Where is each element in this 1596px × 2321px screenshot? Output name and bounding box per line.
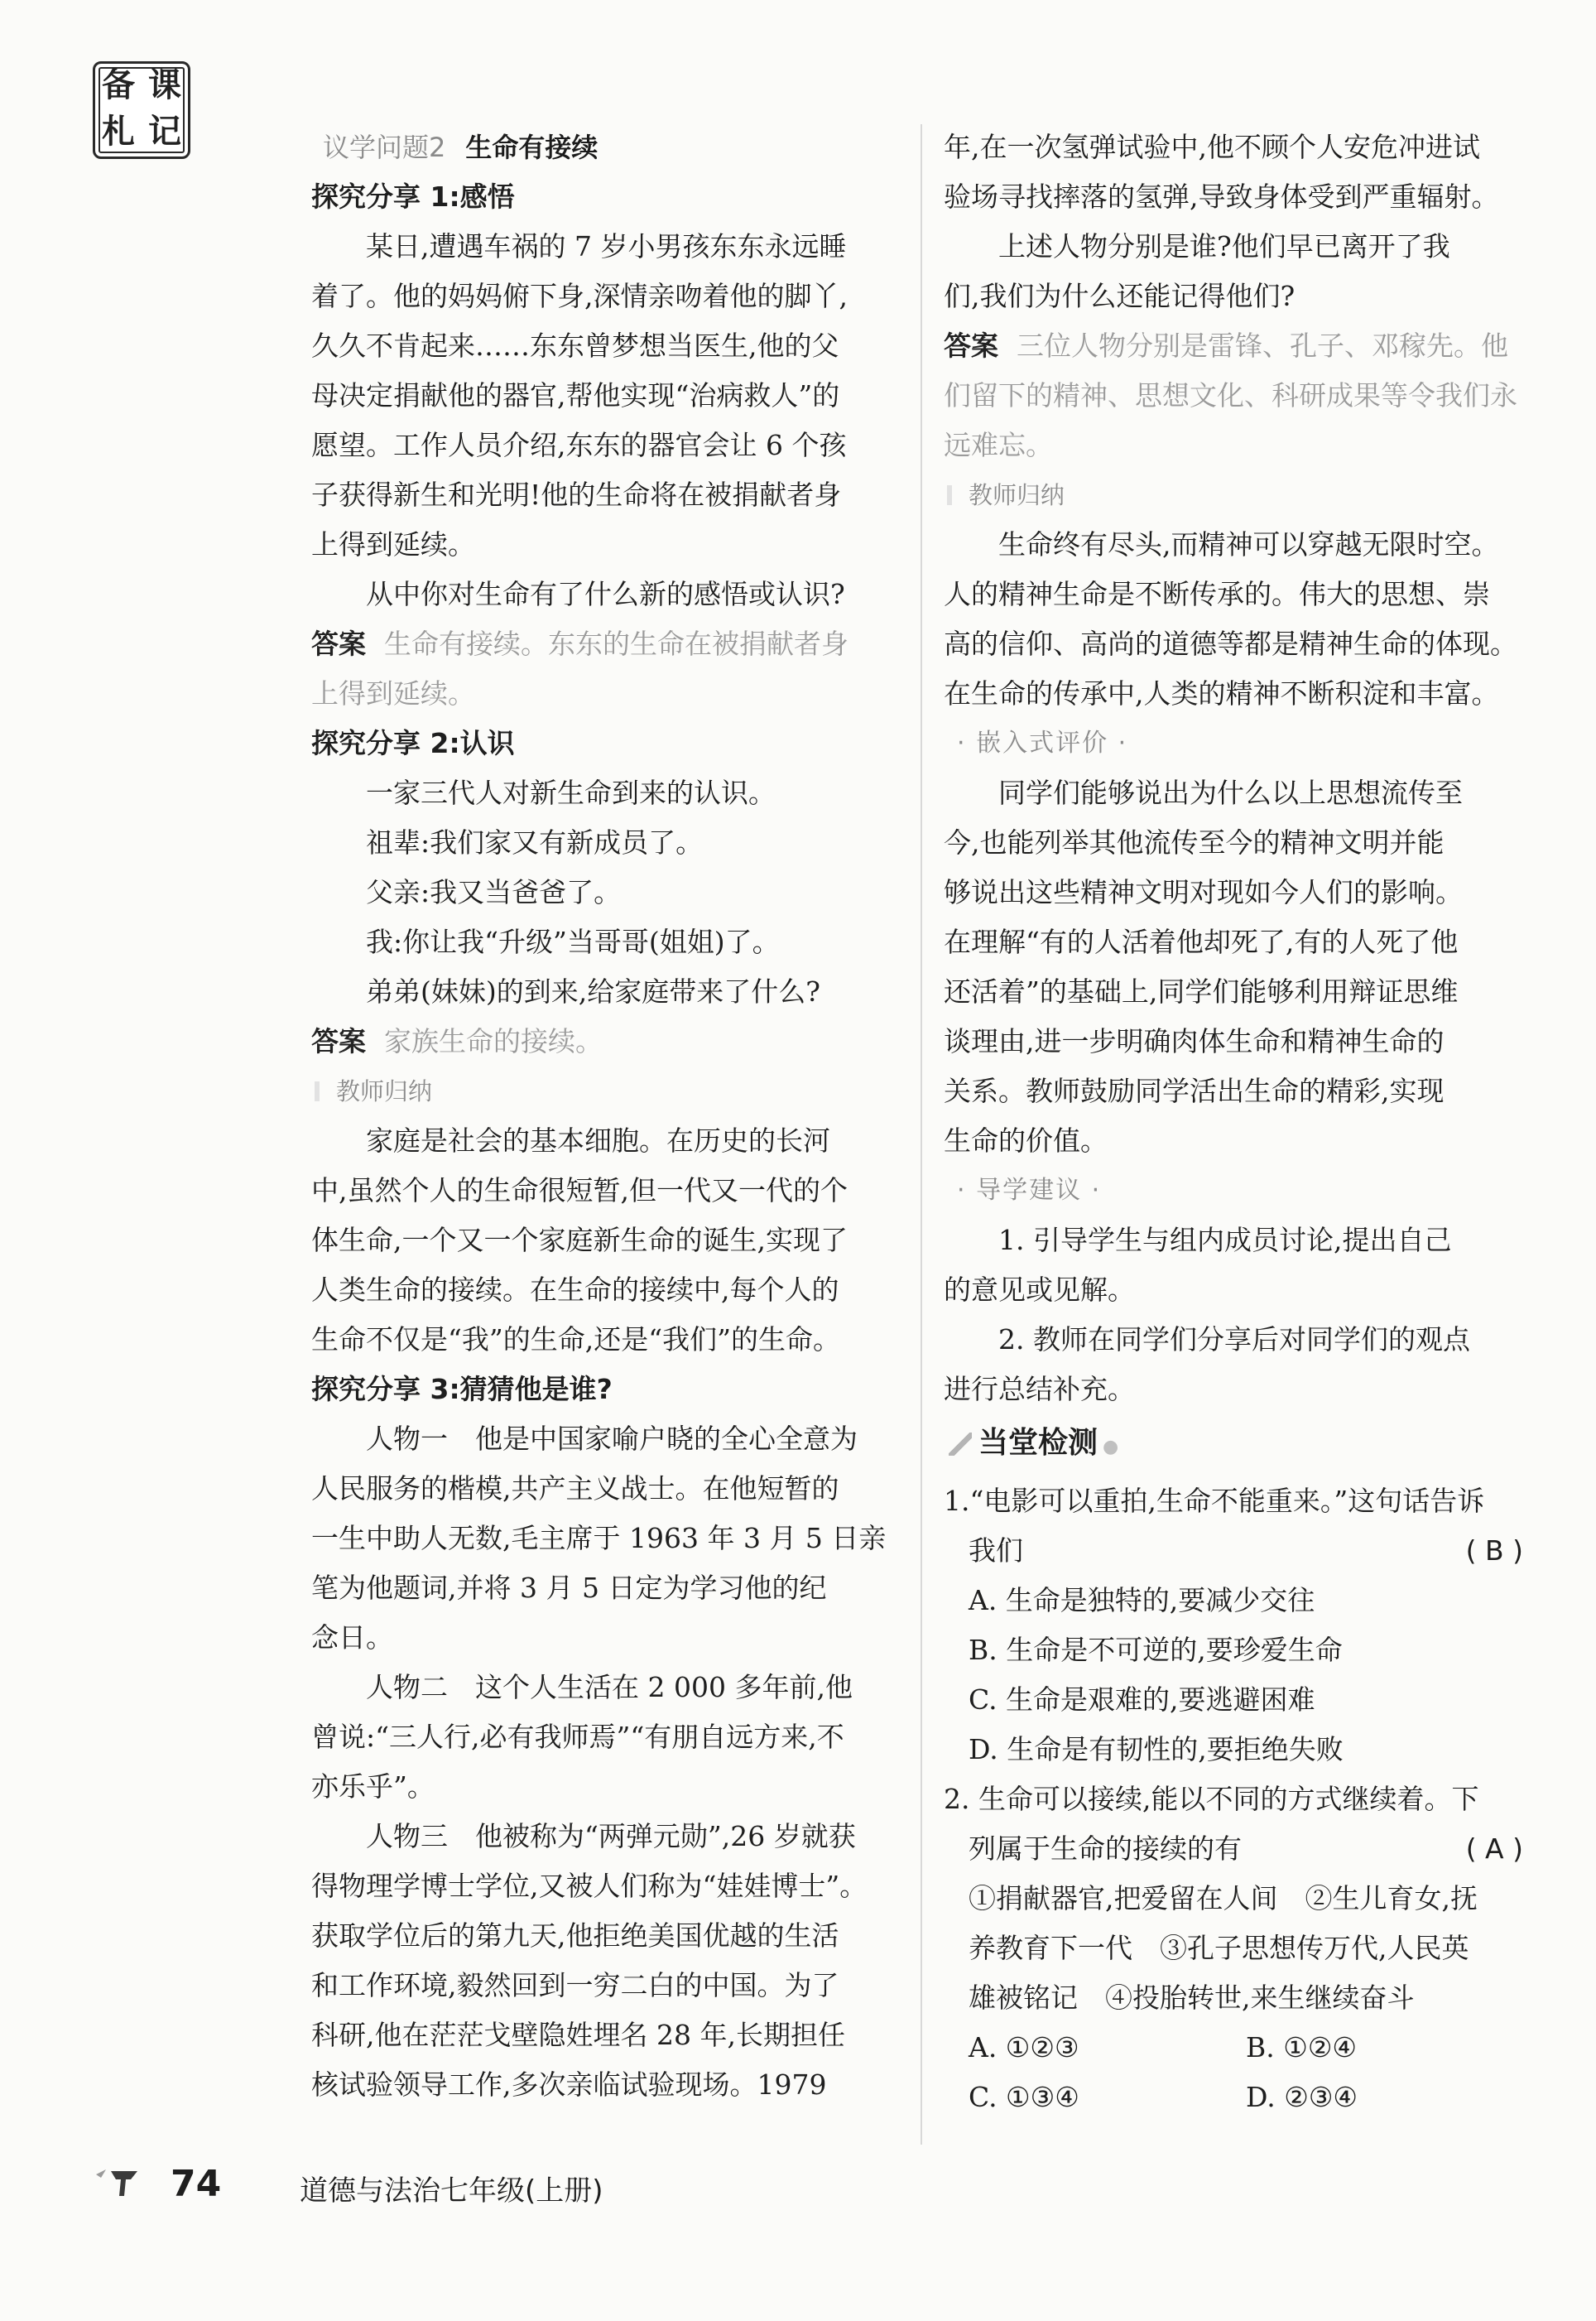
- text-line: 一家三代人对新生命到来的认识。: [366, 777, 776, 809]
- dialogue-line: 祖辈:我们家又有新成员了。: [366, 826, 704, 859]
- text-line: 雄被铭记 ④投胎转世,来生继续奋斗: [969, 1982, 1415, 2014]
- stamp-char: 课: [148, 66, 181, 104]
- text-line: 进行总结补充。: [944, 1373, 1135, 1405]
- text-line: 人民服务的楷模,共产主义战士。在他短暂的: [311, 1472, 839, 1505]
- text-line: 家庭是社会的基本细胞。在历史的长河: [366, 1124, 830, 1157]
- text-line: 我们: [969, 1534, 1023, 1567]
- question-1-stem: 1.“电影可以重拍,生命不能重来。”这句话告诉: [944, 1485, 1485, 1517]
- text-line: 年,在一次氢弹试验中,他不顾个人安危冲进试: [944, 131, 1480, 163]
- text-line: 人的精神生命是不断传承的。伟大的思想、崇: [944, 578, 1490, 610]
- text-line: 某日,遭遇车祸的 7 岁小男孩东东永远睡: [366, 230, 847, 262]
- text-line: 的意见或见解。: [944, 1274, 1135, 1306]
- answer-line: [311, 619, 894, 669]
- text-line: 够说出这些精神文明对现如今人们的影响。: [944, 876, 1463, 908]
- section-title-2: 探究分享 2:认识: [311, 727, 515, 759]
- text-line: ①捐献器官,把爱留在人间 ②生儿育女,抚: [969, 1882, 1478, 1914]
- text-line: 养教育下一代 ③孔子思想传万代,人民英: [969, 1932, 1469, 1964]
- learning-guide-title: · 导学建议 ·: [957, 1176, 1102, 1205]
- text-line: 愿望。工作人员介绍,东东的器官会让 6 个孩: [311, 429, 847, 461]
- question-1-answer: ( B ): [1465, 1534, 1523, 1567]
- right-column: [944, 123, 1523, 2122]
- answer-text: 三位人物分别是雷锋、孔子、邓稼先。他: [1017, 330, 1508, 362]
- text-line: 曾说:“三人行,必有我师焉”“有朋自远方来,不: [311, 1721, 844, 1753]
- text-line: 在生命的传承中,人类的精神不断积淀和丰富。: [944, 677, 1499, 710]
- teacher-summary-title: 教师归纳: [311, 1067, 894, 1116]
- answer-text: 远难忘。: [944, 429, 1053, 461]
- options-row: [944, 2073, 1523, 2122]
- text-line: 关系。教师鼓励同学活出生命的精彩,实现: [944, 1075, 1445, 1107]
- text-line: 着了。他的妈妈俯下身,深情亲吻着他的脚丫,: [311, 280, 848, 312]
- stamp-char: 记: [148, 113, 181, 151]
- story-paragraph: [311, 222, 894, 570]
- answer-text: 上得到延续。: [311, 677, 475, 710]
- text-line: 列属于生命的接续的有: [969, 1832, 1242, 1865]
- column-divider: [921, 124, 922, 2145]
- answer-label: 答案: [944, 330, 998, 362]
- text-line: 久久不肯起来……东东曾梦想当医生,他的父: [311, 330, 839, 362]
- question-2-stem: [944, 1824, 1523, 1874]
- text-line: 笔为他题词,并将 3 月 5 日定为学习他的纪: [311, 1572, 827, 1604]
- text-line: 谈理由,进一步明确肉体生命和精神生命的: [944, 1025, 1445, 1057]
- text-line: 高的信仰、高尚的道德等都是精神生命的体现。: [944, 628, 1517, 660]
- lesson-notes-stamp: [93, 61, 190, 159]
- text-line: 2. 教师在同学们分享后对同学们的观点: [998, 1323, 1470, 1356]
- text-line: 母决定捐献他的器官,帮他实现“治病救人”的: [311, 379, 840, 412]
- option-c: C. ①③④: [969, 2081, 1079, 2113]
- text-line: 人物三 他被称为“两弹元勋”,26 岁就获: [366, 1820, 856, 1852]
- book-title: 道德与法治七年级(上册): [300, 2174, 603, 2208]
- text-line: 在理解“有的人活着他却死了,有的人死了他: [944, 926, 1459, 958]
- answer-line: [944, 321, 1523, 371]
- text-line: 和工作环境,毅然回到一穷二白的中国。为了: [311, 1969, 839, 2001]
- option-b: B. 生命是不可逆的,要珍爱生命: [969, 1634, 1343, 1666]
- text-line: 体生命,一个又一个家庭新生命的诞生,实现了: [311, 1224, 848, 1256]
- left-column: [311, 123, 894, 2110]
- option-a: A. 生命是独特的,要减少交往: [969, 1584, 1315, 1616]
- page-number: 74: [171, 2163, 222, 2205]
- text-line: 1. 引导学生与组内成员讨论,提出自己: [998, 1224, 1452, 1256]
- answer-label: 答案: [311, 1025, 366, 1057]
- text-line: 上得到延续。: [311, 528, 475, 561]
- question-1-stem: [944, 1526, 1523, 1576]
- text-line: 生命终有尽头,而精神可以穿越无限时空。: [998, 528, 1499, 561]
- text-line: 获取学位后的第九天,他拒绝美国优越的生活: [311, 1919, 839, 1952]
- question-2-answer: ( A ): [1465, 1832, 1523, 1865]
- question-text: 从中你对生命有了什么新的感悟或认识?: [366, 578, 845, 610]
- options-row: [944, 2023, 1523, 2073]
- question-text: 们,我们为什么还能记得他们?: [944, 280, 1296, 312]
- topic-title: 生命有接续: [465, 132, 598, 163]
- text-line: 生命的价值。: [944, 1124, 1108, 1157]
- section-title-3: 探究分享 3:猜猜他是谁?: [311, 1373, 613, 1405]
- text-line: 得物理学博士学位,又被人们称为“娃娃博士”。: [311, 1870, 868, 1902]
- text-line: 还活着”的基础上,同学们能够利用辩证思维: [944, 975, 1459, 1008]
- answer-text: 生命有接续。东东的生命在被捐献者身: [384, 628, 848, 660]
- question-text: 上述人物分别是谁?他们早已离开了我: [998, 230, 1450, 262]
- text-line: 子获得新生和光明!他的生命将在被捐献者身: [311, 479, 842, 511]
- text-line: 人类生命的接续。在生命的接续中,每个人的: [311, 1274, 839, 1306]
- option-d: D. ②③④: [1246, 2081, 1358, 2113]
- section-title-1: 探究分享 1:感悟: [311, 181, 515, 213]
- stamp-char: 备: [102, 66, 135, 104]
- class-check-heading: [944, 1414, 1523, 1476]
- text-line: 一生中助人无数,毛主席于 1963 年 3 月 5 日亲: [311, 1522, 887, 1554]
- class-check-title: 当堂检测: [978, 1426, 1098, 1460]
- answer-text: 们留下的精神、思想文化、科研成果等令我们永: [944, 379, 1517, 412]
- text-line: 科研,他在茫茫戈壁隐姓埋名 28 年,长期担任: [311, 2019, 845, 2051]
- answer-label: 答案: [311, 628, 366, 660]
- teacher-summary-title: 教师归纳: [944, 470, 1523, 520]
- text-line: 核试验领导工作,多次亲临试验现场。1979: [311, 2068, 827, 2101]
- option-a: A. ①②③: [969, 2031, 1079, 2063]
- title-dot-icon: ●: [1103, 1437, 1119, 1457]
- text-line: 中,虽然个人的生命很短暂,但一代又一代的个: [311, 1174, 848, 1206]
- text-line: 生命不仅是“我”的生命,还是“我们”的生命。: [311, 1323, 840, 1356]
- answer-text: 家族生命的接续。: [384, 1025, 603, 1057]
- text-line: 亦乐乎”。: [311, 1770, 435, 1803]
- text-line: 同学们能够说出为什么以上思想流传至: [998, 777, 1463, 809]
- option-b: B. ①②④: [1246, 2031, 1357, 2063]
- stamp-char: 札: [102, 113, 135, 151]
- dialogue-line: 我:你让我“升级”当哥哥(姐姐)了。: [366, 926, 780, 958]
- footer-decoration-icon: [93, 2163, 159, 2199]
- question-text: 弟弟(妹妹)的到来,给家庭带来了什么?: [366, 975, 820, 1008]
- dialogue-line: 父亲:我又当爸爸了。: [366, 876, 622, 908]
- embedded-evaluation-title: · 嵌入式评价 ·: [957, 729, 1128, 758]
- topic-number: 议学问题2: [323, 132, 446, 163]
- question-2-stem: 2. 生命可以接续,能以不同的方式继续着。下: [944, 1783, 1479, 1815]
- answer-line: [311, 1017, 894, 1067]
- text-line: 今,也能列举其他流传至今的精神文明并能: [944, 826, 1445, 859]
- option-c: C. 生命是艰难的,要逃避困难: [969, 1683, 1315, 1716]
- text-line: 人物一 他是中国家喻户晓的全心全意为: [366, 1423, 858, 1455]
- option-d: D. 生命是有韧性的,要拒绝失败: [969, 1733, 1344, 1765]
- text-line: 验场寻找摔落的氢弹,导致身体受到严重辐射。: [944, 181, 1499, 213]
- text-line: 念日。: [311, 1621, 393, 1654]
- topic-heading: [323, 123, 894, 172]
- text-line: 人物二 这个人生活在 2 000 多年前,他: [366, 1671, 853, 1703]
